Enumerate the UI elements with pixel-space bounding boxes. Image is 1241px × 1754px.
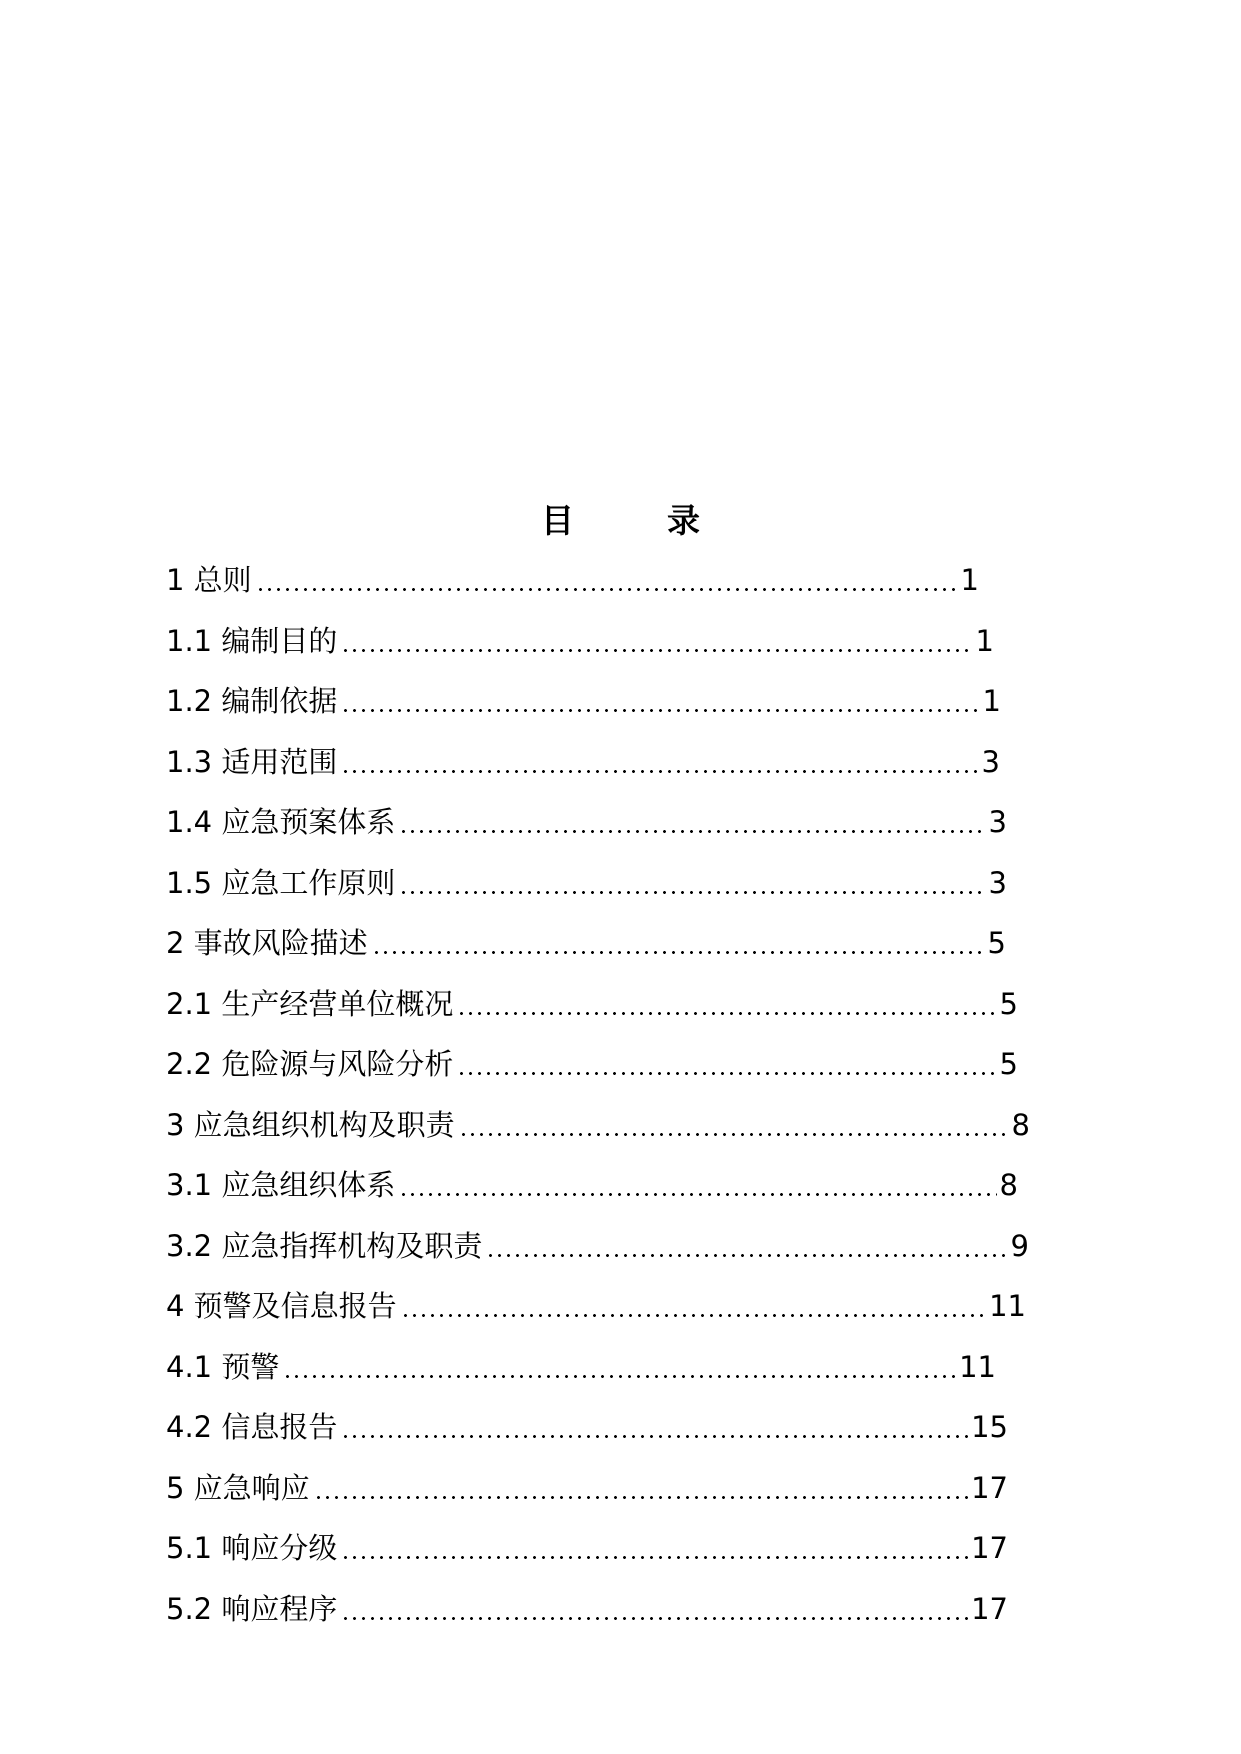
- dot-leader: [459, 1133, 1009, 1136]
- toc-entry-page-number: 5: [999, 980, 1018, 1028]
- toc-entry-label: 2.1 生产经营单位概况: [166, 980, 455, 1028]
- dot-leader: [341, 1435, 968, 1438]
- dot-leader: [341, 1556, 968, 1559]
- toc-entry-label: 1.2 编制依据: [166, 677, 339, 725]
- toc-entry-label: 5.2 响应程序: [166, 1585, 339, 1633]
- toc-entry-page-number: 8: [999, 1161, 1018, 1209]
- toc-entry-page-number: 1: [982, 677, 1001, 725]
- toc-entry-label: 3.1 应急组织体系: [166, 1161, 397, 1209]
- dot-leader: [486, 1254, 1007, 1257]
- toc-entry-page-number: 17: [970, 1464, 1008, 1512]
- toc-entry[interactable]: [166, 1524, 1066, 1585]
- toc-title: 目 录: [541, 501, 730, 540]
- toc-entry-label: 4.1 预警: [166, 1343, 281, 1391]
- dot-leader: [314, 1496, 968, 1499]
- toc-entry[interactable]: [166, 798, 1066, 859]
- toc-entry[interactable]: [166, 738, 1066, 799]
- toc-entry-label: 5.1 响应分级: [166, 1524, 339, 1572]
- dot-leader: [256, 588, 958, 591]
- toc-entry[interactable]: [166, 556, 1066, 617]
- dot-leader: [399, 891, 985, 894]
- toc-entry-label: 1 总则: [166, 556, 254, 604]
- dot-leader: [341, 770, 978, 773]
- toc-entry-page-number: 11: [958, 1343, 996, 1391]
- toc-entry[interactable]: [166, 1403, 1066, 1464]
- dot-leader: [399, 1193, 996, 1196]
- toc-entry[interactable]: [166, 617, 1066, 678]
- toc-entry[interactable]: [166, 919, 1066, 980]
- toc-entry-label: 4 预警及信息报告: [166, 1282, 399, 1330]
- toc-entry[interactable]: [166, 1222, 1066, 1283]
- toc-entry-label: 3 应急组织机构及职责: [166, 1101, 457, 1149]
- toc-entry-label: 4.2 信息报告: [166, 1403, 339, 1451]
- toc-entry-label: 2 事故风险描述: [166, 919, 370, 967]
- toc-list: [166, 556, 1066, 1645]
- toc-entry[interactable]: [166, 1101, 1066, 1162]
- toc-entry-page-number: 17: [970, 1524, 1008, 1572]
- toc-entry-page-number: 3: [981, 738, 1000, 786]
- toc-entry-label: 1.1 编制目的: [166, 617, 339, 665]
- dot-leader: [457, 1072, 996, 1075]
- dot-leader: [341, 1617, 968, 1620]
- dot-leader: [283, 1375, 956, 1378]
- toc-entry[interactable]: [166, 859, 1066, 920]
- dot-leader: [401, 1314, 986, 1317]
- toc-entry-page-number: 8: [1011, 1101, 1030, 1149]
- dot-leader: [372, 951, 985, 954]
- toc-entry-page-number: 1: [975, 617, 994, 665]
- toc-entry[interactable]: [166, 1282, 1066, 1343]
- toc-entry-page-number: 3: [988, 798, 1007, 846]
- dot-leader: [341, 709, 979, 712]
- toc-entry[interactable]: [166, 1343, 1066, 1404]
- toc-entry-label: 1.5 应急工作原则: [166, 859, 397, 907]
- toc-entry-page-number: 3: [988, 859, 1007, 907]
- toc-entry-page-number: 1: [960, 556, 979, 604]
- toc-entry-page-number: 5: [999, 1040, 1018, 1088]
- toc-entry-page-number: 9: [1010, 1222, 1029, 1270]
- toc-entry[interactable]: [166, 980, 1066, 1041]
- dot-leader: [399, 830, 985, 833]
- toc-entry[interactable]: [166, 1464, 1066, 1525]
- toc-entry-page-number: 5: [987, 919, 1006, 967]
- toc-entry-label: 3.2 应急指挥机构及职责: [166, 1222, 484, 1270]
- toc-entry-page-number: 17: [970, 1585, 1008, 1633]
- toc-entry[interactable]: [166, 1161, 1066, 1222]
- toc-entry[interactable]: [166, 1585, 1066, 1646]
- toc-entry-label: 1.4 应急预案体系: [166, 798, 397, 846]
- toc-entry-label: 1.3 适用范围: [166, 738, 339, 786]
- toc-entry-page-number: 15: [970, 1403, 1008, 1451]
- toc-entry-label: 5 应急响应: [166, 1464, 312, 1512]
- toc-entry[interactable]: [166, 1040, 1066, 1101]
- dot-leader: [457, 1012, 996, 1015]
- toc-entry-label: 2.2 危险源与风险分析: [166, 1040, 455, 1088]
- toc-entry[interactable]: [166, 677, 1066, 738]
- dot-leader: [341, 649, 972, 652]
- toc-entry-page-number: 11: [988, 1282, 1026, 1330]
